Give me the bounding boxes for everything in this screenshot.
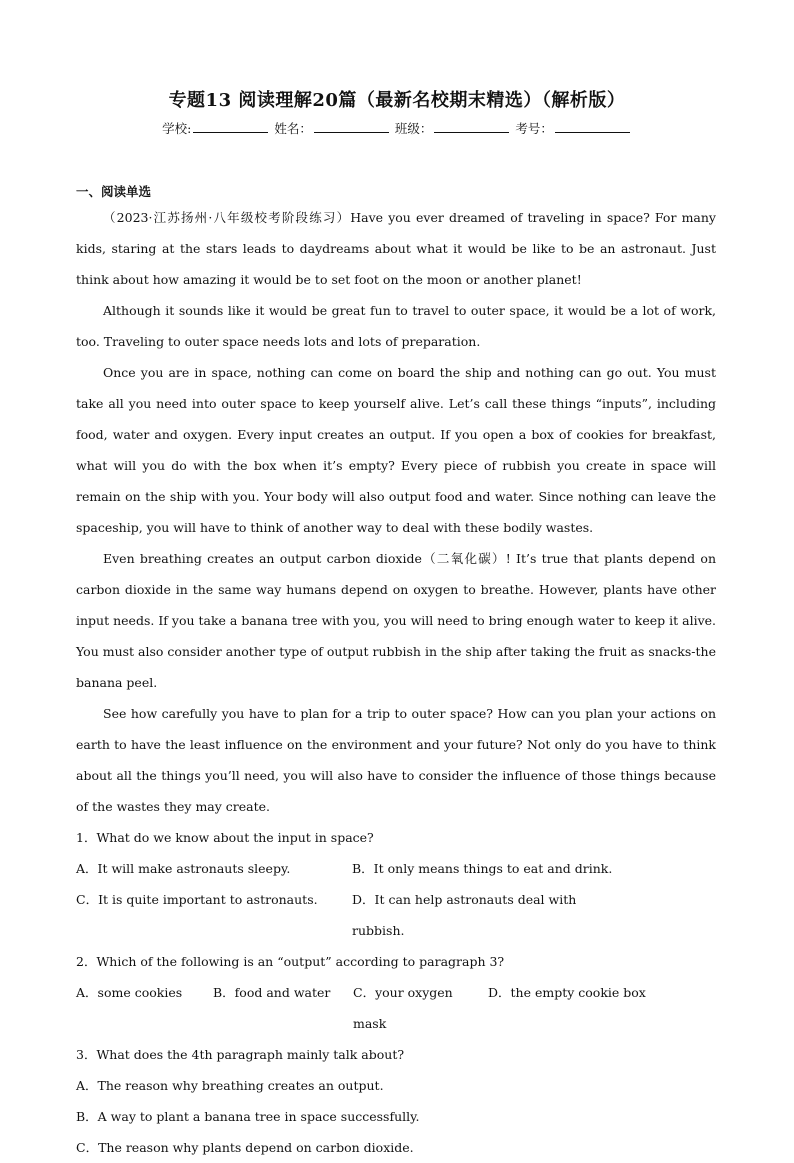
question-options xyxy=(76,977,716,1039)
option-c: C．your oxygen mask xyxy=(353,985,453,1031)
question-options xyxy=(76,853,716,884)
class-blank[interactable] xyxy=(434,120,509,133)
option-d: D．the empty cookie box xyxy=(488,985,646,1000)
passage-paragraph: See how carefully you have to plan for a trip to outer space? How can you plan your actions on earth to have the least influence on the environment and your future? Not only do you have to think about all the things you’ll need, you will also have to consider the influence of those things because of the wastes they may create. xyxy=(76,706,716,814)
passage-paragraph: Once you are in space, nothing can come on board the ship and nothing can go out. You must take all you need into outer space to keep yourself alive. Let’s call these things “inputs”, including food, water and oxygen. Every input creates an output. If you open a box of cookies for breakfast, what will you do with the box when it’s empty? Every piece of rubbish you create in space will remain on the ship with you. Your body will also output food and water. Since nothing can leave the spaceship, you will have to think of another way to deal with these bodily wastes. xyxy=(76,365,716,535)
option-b: B．A way to plant a banana tree in space successfully. xyxy=(76,1109,420,1124)
option-c: C．It is quite important to astronauts. xyxy=(76,892,318,907)
option-a: A．some cookies xyxy=(76,985,183,1000)
name-label: 姓名： xyxy=(274,121,312,136)
document-title: 专题13 阅读理解20篇（最新名校期末精选）（解析版） xyxy=(168,90,626,111)
school-blank[interactable] xyxy=(193,120,268,133)
student-info-line xyxy=(0,119,794,137)
passage-paragraph: （2023·江苏扬州·八年级校考阶段练习）Have you ever dreamed of traveling in space? For many kids, staring at the stars leads to daydreams about what it would be like to be an astronaut. Just think about how amazing it would be to set foot on the moon or another planet! xyxy=(76,210,716,287)
option-c: C．The reason why plants depend on carbon dioxide. xyxy=(76,1140,414,1155)
passage-paragraph: Although it sounds like it would be great fun to travel to outer space, it would be a lot of work, too. Traveling to outer space needs lots and lots of preparation. xyxy=(76,303,716,349)
question-stem: 1．What do we know about the input in space? xyxy=(76,830,374,845)
class-label: 班级： xyxy=(394,121,433,136)
option-d: D．It can help astronauts deal with rubbish. xyxy=(352,892,577,938)
passage-paragraph: Even breathing creates an output carbon dioxide（二氧化碳）! It’s true that plants depend on carbon dioxide in the same way humans depend on oxygen to breathe. However, plants have other input needs. If you take a banana tree with you, you will need to bring enough water to keep it alive. You must also consider another type of output rubbish in the ship after taking the fruit as snacks-the banana peel. xyxy=(76,551,716,690)
option-a: A．It will make astronauts sleepy. xyxy=(76,861,291,876)
name-blank[interactable] xyxy=(314,120,389,133)
question-options xyxy=(76,884,716,946)
section-heading: 一、阅读单选 xyxy=(76,184,152,199)
exam-no-label: 考号： xyxy=(515,121,553,136)
option-b: B．It only means things to eat and drink. xyxy=(352,861,613,876)
question-stem: 2．Which of the following is an “output” according to paragraph 3? xyxy=(76,954,505,969)
school-label: 学校: xyxy=(162,121,192,136)
question-stem: 3．What does the 4th paragraph mainly talk about? xyxy=(76,1047,405,1062)
option-b: B．food and water xyxy=(213,985,331,1000)
passage-body xyxy=(76,202,716,1163)
option-a: A．The reason why breathing creates an output. xyxy=(76,1078,384,1093)
exam-no-blank[interactable] xyxy=(555,120,630,133)
